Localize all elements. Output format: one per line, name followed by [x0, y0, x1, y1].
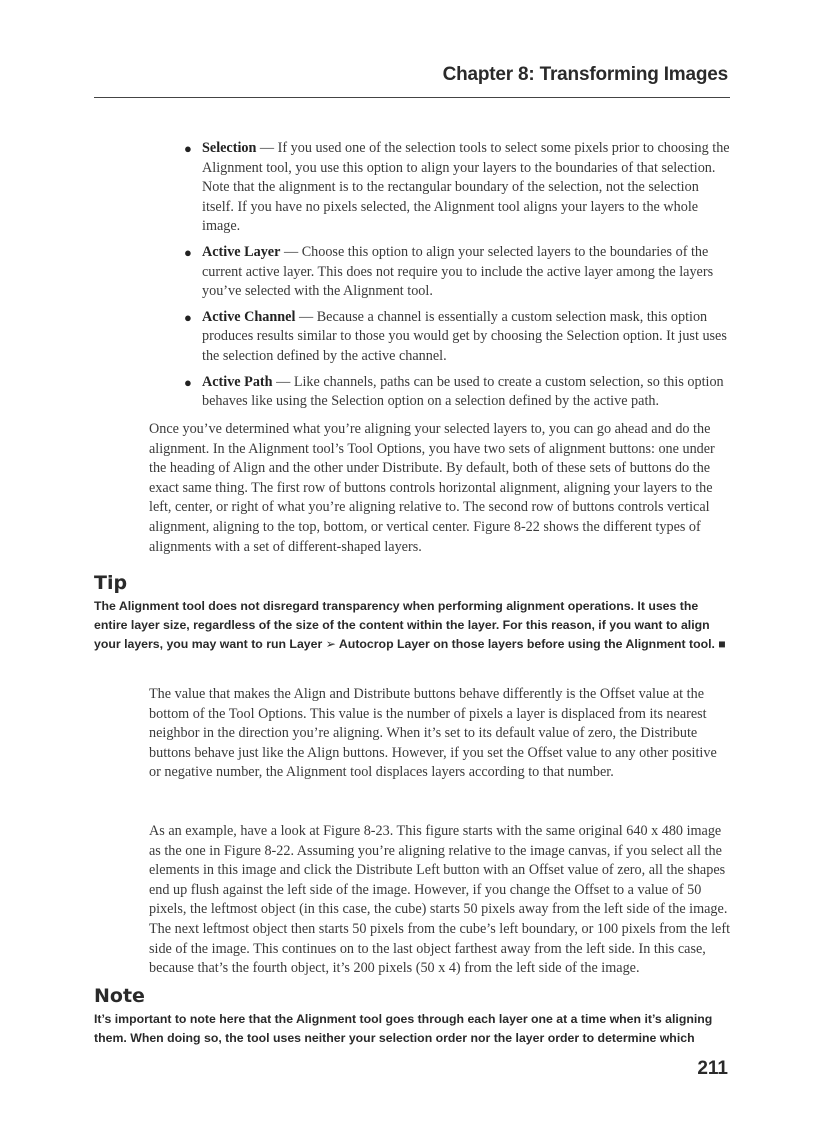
list-item-text: — If you used one of the selection tools to select some pixels prior to choosing the Alignment tool, you use this option to align your layers to the boundaries of that selection. Note that the alignment is to the rectangular boundary of the selection, not the selection itself. If you have no pixels selected, the Alignment tool aligns your layers to the whole image. — [202, 140, 730, 235]
tip-text: The Alignment tool does not disregard transparency when performing alignment operations. It uses the entire layer size, regardless of the size of the content within the layer. For this reason, if you want to align your layers, you may want to run Layer ➢ Autocrop Layer on those layers before using the Alignment tool. ■ — [94, 599, 726, 651]
tip-heading: Tip — [94, 572, 128, 594]
chapter-header-title: Chapter 8: Transforming Images — [442, 64, 728, 85]
list-item-active-path — [184, 373, 730, 412]
bullet-icon: ● — [184, 309, 192, 325]
list-item-term: Selection — [202, 140, 257, 156]
list-item-selection — [184, 139, 730, 237]
bullet-icon: ● — [184, 141, 192, 156]
list-item-text: — Choose this option to align your selected layers to the boundaries of the current active layer. This does not require you to include the active layer among the layers you’ve selected with the Alignment tool. — [202, 243, 714, 300]
list-item-active-layer — [184, 243, 730, 302]
list-item-text: — Like channels, paths can be used to create a custom selection, so this option behaves like using the Selection option on a selection defined by the active path. — [202, 373, 724, 410]
note-heading: Note — [94, 985, 145, 1007]
bullet-icon: ● — [184, 374, 192, 390]
list-item-text: — Because a channel is essentially a custom selection mask, this option produces results similar to those you would get by choosing the Selection option. It just uses the selection defined by the active channel. — [202, 308, 727, 364]
alignment-options-list — [184, 139, 730, 418]
list-item-term: Active Layer — [202, 243, 281, 260]
body-paragraph-alignment-buttons: Once you’ve determined what you’re aligning your selected layers to, you can go ahead and do the alignment. In the Alignment tool’s Tool Options, you have two sets of alignment buttons: one under the heading of Align and the other under Distribute. By default, both of these sets of buttons do the exact same thing. The first row of buttons controls horizontal alignment, aligning your layers to the left, center, or right of what you’re aligning relative to. The second row of buttons controls vertical alignment, aligning to the top, bottom, or vertical center. Figure 8-22 shows the different types of alignments with a set of different-shaped layers. — [149, 421, 715, 555]
list-item-active-channel — [184, 308, 730, 367]
list-item-term: Active Path — [202, 373, 273, 390]
note-text: It’s important to note here that the Alignment tool goes through each layer one at a time when it’s aligning them. When doing so, the tool uses neither your selection order nor the layer order to determine which — [94, 1012, 713, 1045]
header-divider — [94, 97, 730, 98]
page-number: 211 — [697, 1058, 728, 1079]
body-paragraph-offset-value: The value that makes the Align and Distribute buttons behave differently is the Offset value at the bottom of the Tool Options. This value is the number of pixels a layer is displaced from its nearest neighbor in the direction you’re aligning. When it’s set to its default value of zero, the Distribute buttons behave just like the Align buttons. However, if you set the Offset value to any other positive or negative number, the Alignment tool displaces layers according to that number. — [149, 686, 717, 781]
list-item-term: Active Channel — [202, 308, 296, 325]
body-paragraph-example: As an example, have a look at Figure 8-23. This figure starts with the same original 640 x 480 image as the one in Figure 8-22. Assuming you’re aligning relative to the image canvas, if you select all the elements in this image and click the Distribute Left button with an Offset value of zero, all the shapes end up flush against the left side of the image. However, if you change the Offset to a value of 50 pixels, the leftmost object (in this case, the cube) starts 50 pixels away from the left side of the image. The next leftmost object then starts 50 pixels from the cube’s left boundary, or 100 pixels from the left side of the image. This continues on to the last object farthest away from the left side. In this case, because that’s the fourth object, it’s 200 pixels (50 x 4) from the left side of the image. — [149, 823, 731, 977]
bullet-icon: ● — [184, 244, 192, 260]
